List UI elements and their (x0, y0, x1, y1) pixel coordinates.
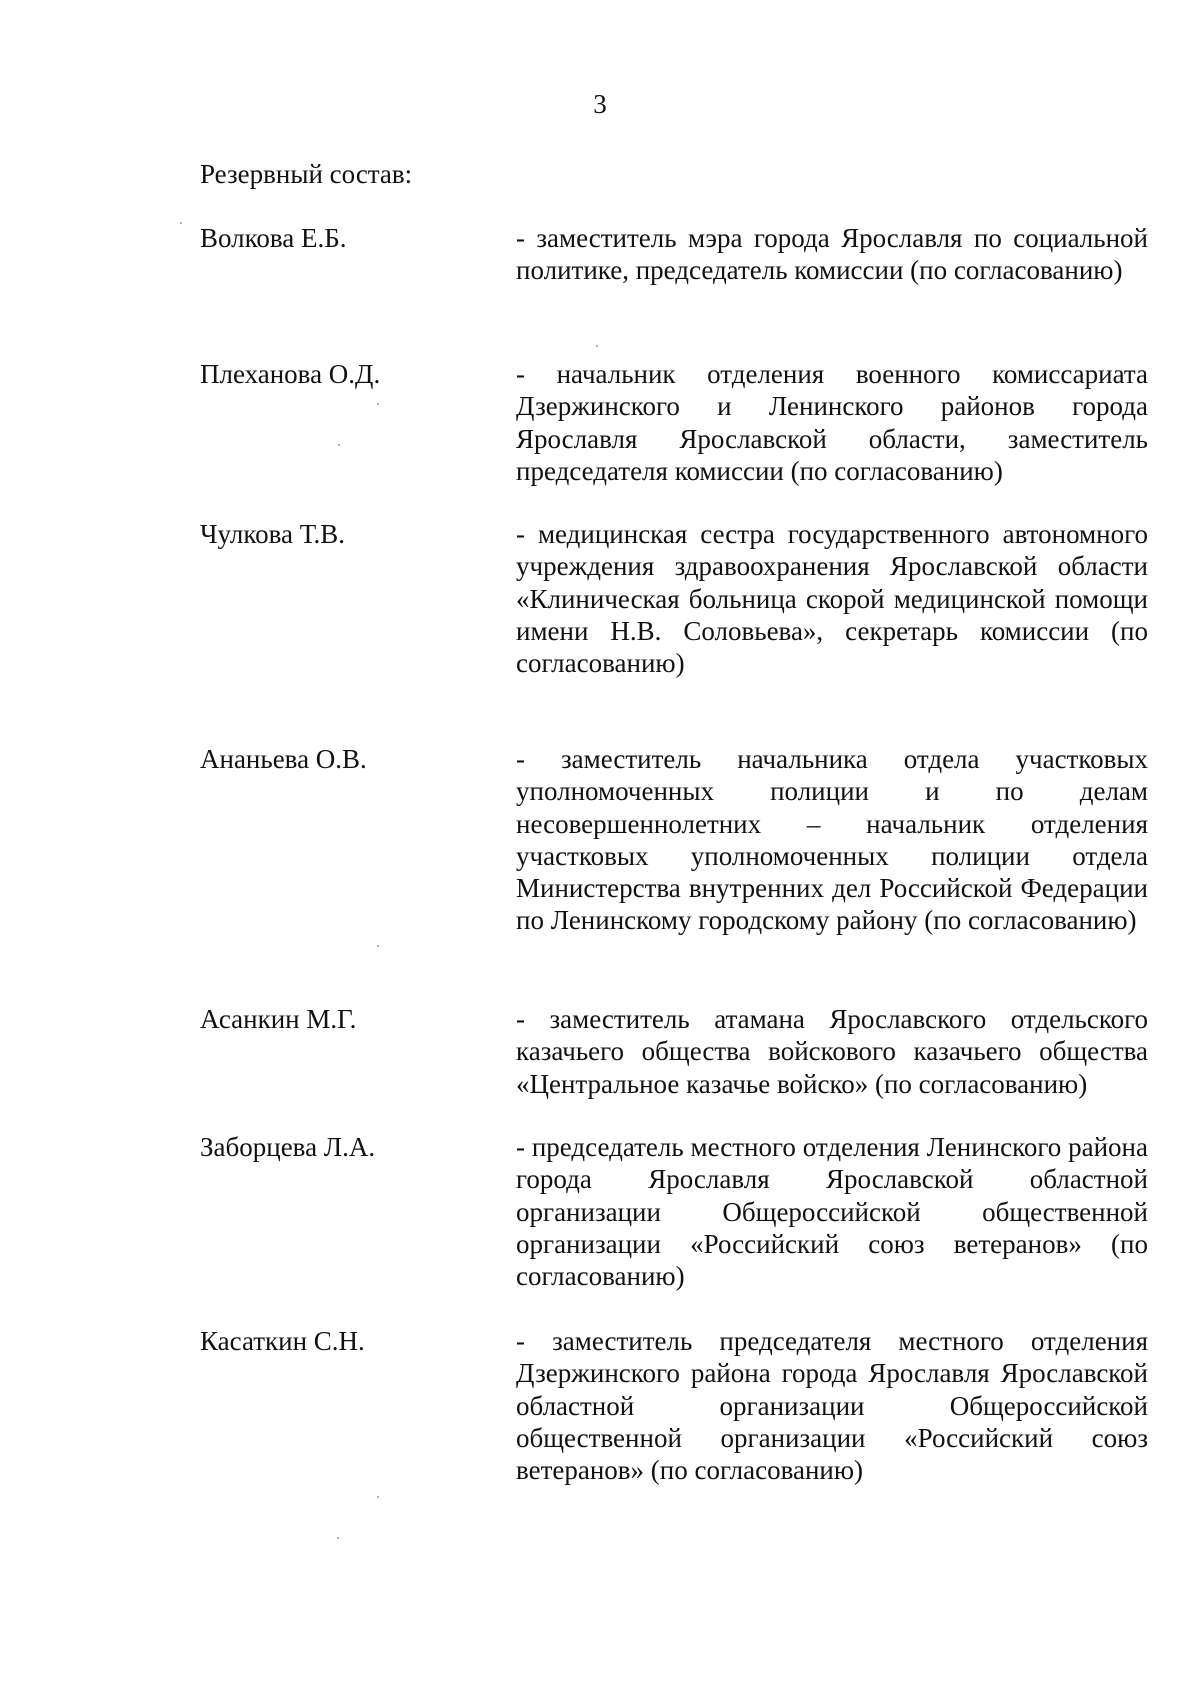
section-title: Резервный состав: (200, 159, 413, 189)
scan-speck (377, 403, 379, 405)
scan-speck (377, 1496, 379, 1498)
scan-speck (596, 345, 598, 347)
member-name: Ананьева О.В. (200, 744, 367, 774)
member-description: - заместитель председателя местного отделения Дзержинского района города Ярославля Ярославской областной организации Общероссийской общественной организации «Российский союз ветеранов» (по согласованию) (516, 1326, 1148, 1486)
scan-speck (180, 222, 182, 224)
member-name: Касаткин С.Н. (200, 1326, 365, 1356)
scan-speck (338, 444, 340, 446)
member-name: Плеханова О.Д. (200, 359, 381, 389)
page-number: 3 (593, 89, 607, 119)
member-name: Чулкова Т.В. (200, 519, 346, 549)
member-description: - председатель местного отделения Ленинского района города Ярославля Ярославской областной организации Общероссийской общественной организации «Российский союз ветеранов» (по согласованию) (516, 1132, 1148, 1292)
member-name: Асанкин М.Г. (200, 1004, 357, 1034)
scan-speck (337, 1537, 339, 1539)
member-description: - заместитель начальника отдела участковых уполномоченных полиции и по делам несовершеннолетних – начальник отделения участковых уполномоченных полиции отдела Министерства внутренних дел Российской Федерации по Ленинскому городскому району (по согласованию) (516, 744, 1148, 936)
member-description: - заместитель атамана Ярославского отдельского казачьего общества войскового казачьего общества «Центральное казачье войско» (по согласованию) (516, 1004, 1148, 1099)
member-name: Заборцева Л.А. (200, 1132, 376, 1162)
member-description: - заместитель мэра города Ярославля по социальной политике, председатель комиссии (по согласованию) (516, 223, 1148, 286)
member-description: - начальник отделения военного комиссариата Дзержинского и Ленинского районов города Ярославля Ярославской области, заместитель председателя комиссии (по согласованию) (516, 359, 1148, 486)
member-description: - медицинская сестра государственного автономного учреждения здравоохранения Ярославской области «Клиническая больница скорой медицинской помощи имени Н.В. Соловьева», секретарь комиссии (по согласованию) (516, 519, 1148, 679)
member-name: Волкова Е.Б. (200, 223, 347, 253)
scan-speck (377, 945, 379, 947)
